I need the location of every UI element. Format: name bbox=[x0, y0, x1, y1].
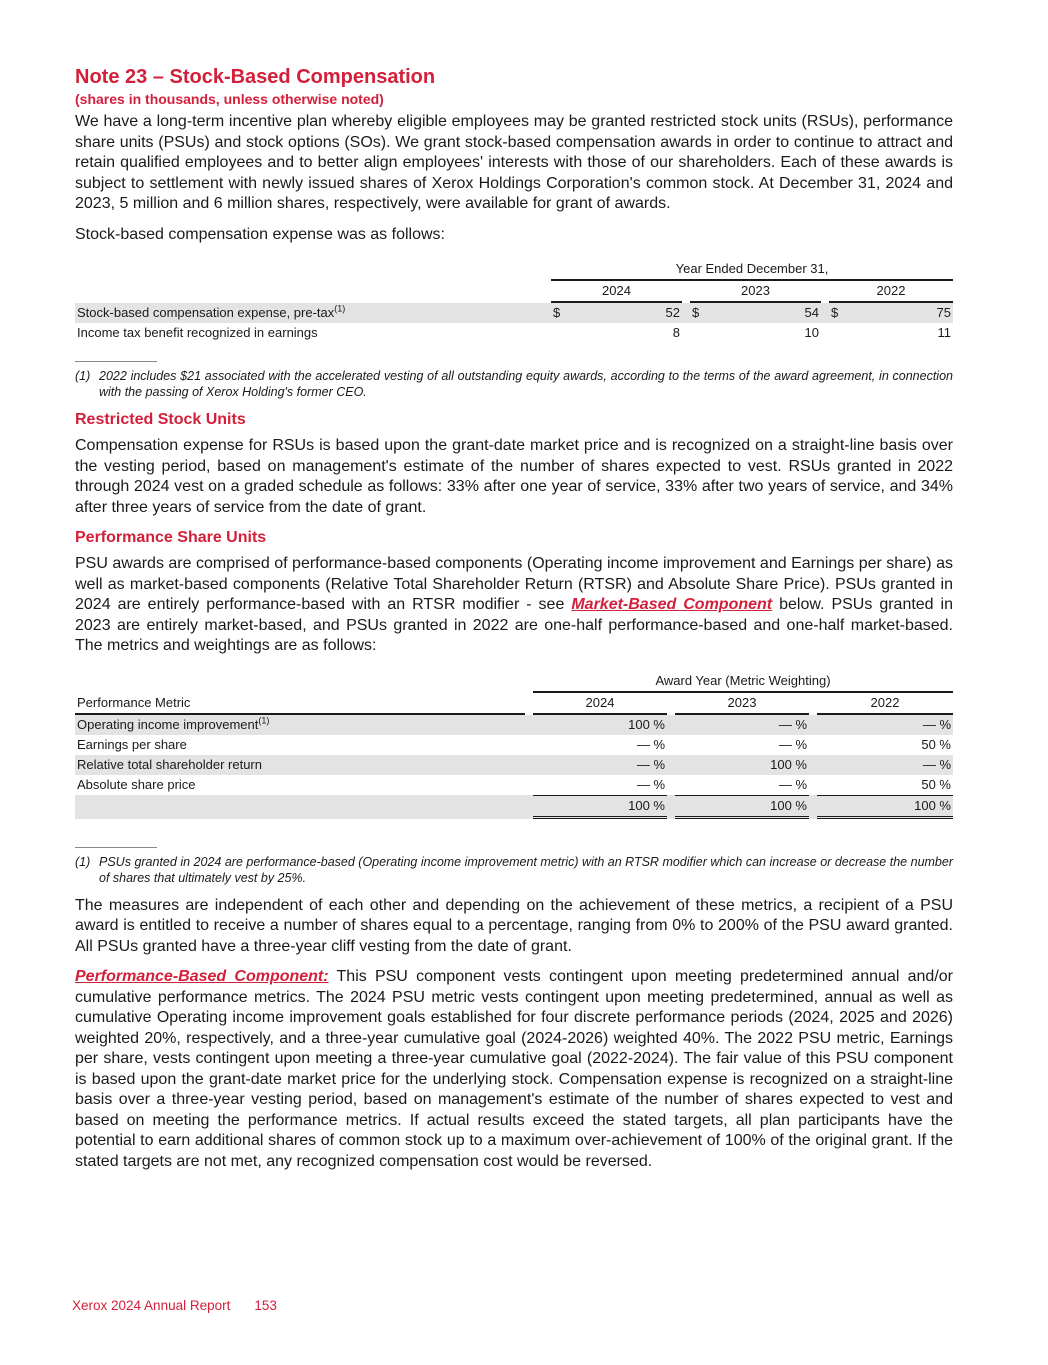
table-row: Earnings per share — % — % 50 % bbox=[77, 736, 951, 752]
measures-paragraph: The measures are independent of each other and depending on the achievement of these metrics, a recipient of a PSU award is entitled to receive a number of shares equal to a percentage, ranging from 0% to 200% of the PSU award granted. All PSUs granted have a three-year cliff vesting from the date of grant. bbox=[75, 896, 953, 955]
total-2022: 100 % bbox=[817, 795, 953, 819]
value-2024: 8 bbox=[672, 325, 680, 340]
report-name: Xerox 2024 Annual Report bbox=[72, 1298, 231, 1313]
expense-table bbox=[75, 259, 953, 343]
rsu-heading: Restricted Stock Units bbox=[75, 411, 246, 428]
performance-based-paragraph: Performance-Based Component: This PSU component vests contingent upon meeting predetermined annual and/or cumulative performance metrics. The 2024 PSU metric vests contingent upon meeting predetermined, annual as well as cumulative Operating income improvement goals established for four discrete performance periods (2024, 2025 and 2026) weighted 20%, respectively, and a three-year cumulative goal (2024-2026) weighted 40%. The 2022 PSU metric, Earnings per share, vests contingent upon meeting a three-year cumulative goal (2022-2024). The fair value of this PSU component is based upon the grant-date market price for the underlying stock. Compensation expense is recognized on a straight-line basis over a three-year vesting period, based on management's estimate of the number of shares expected to vest and based on meeting the performance metrics. If actual results exceed the stated targets, all plan participants have the potential to earn additional shares of common stock up to a maximum over-achievement of 100% of the original grant. If the stated targets are not met, any recognized compensation cost would be reversed. bbox=[75, 968, 953, 1170]
currency-symbol: $ bbox=[551, 303, 563, 323]
market-based-component-link[interactable]: Market-Based Component bbox=[571, 596, 773, 613]
value-2022: 75 bbox=[841, 303, 953, 323]
rsu-paragraph: Compensation expense for RSUs is based upon the grant-date market price and is recognized on a straight-line basis over the vesting period, based on management's estimate of the number of shares expected to vest. RSUs granted in 2022 through 2024 vest on a graded schedule as follows: 33% after one year of service, 33% after two years of service, and 34% after three years of service from the date of grant. bbox=[75, 437, 953, 516]
table-row: Relative total shareholder return — % 100 % — % bbox=[75, 755, 953, 775]
currency-symbol: $ bbox=[829, 303, 841, 323]
metric-footnote: (1) PSUs granted in 2024 are performance-based (Operating income improvement metric) with an RTSR modifier which can increase or decrease the number of shares that ultimately vest by 25%. bbox=[75, 854, 953, 885]
metric-column-header: Performance Metric bbox=[75, 693, 525, 715]
value-2023: 10 bbox=[804, 325, 819, 340]
page-footer bbox=[72, 1298, 277, 1313]
psu-paragraph: PSU awards are comprised of performance-based components (Operating income improvement and Earnings per share) as well as market-based components (Relative Total Shareholder Return (RTSR) and Absolute Share Price). PSUs granted in 2024 are entirely performance-based with an RTSR modifier - see Market-Based Component below. PSUs granted in 2023 are entirely market-based, and PSUs granted in 2022 are one-half performance-based and one-half market-based. The metrics and weightings are as follows: bbox=[75, 555, 954, 654]
page-title: Note 23 – Stock-Based Compensation bbox=[75, 66, 436, 88]
col-header-2023: 2023 bbox=[675, 693, 809, 715]
page-subtitle: (shares in thousands, unless otherwise noted) bbox=[75, 91, 384, 107]
col-header-2024: 2024 bbox=[551, 281, 682, 303]
psu-heading: Performance Share Units bbox=[75, 529, 267, 546]
table-row bbox=[75, 323, 953, 343]
table-row: Operating income improvement$^{(1)}$ 100 % — % — % bbox=[75, 715, 953, 735]
expense-group-header: Year Ended December 31, bbox=[551, 259, 953, 281]
metric-group-header: Award Year (Metric Weighting) bbox=[533, 671, 953, 693]
table-row bbox=[75, 303, 953, 323]
row-label: Income tax benefit recognized in earnings bbox=[77, 325, 318, 340]
intro-paragraph: We have a long-term incentive plan whereby eligible employees may be granted restricted stock units (RSUs), performance share units (PSUs) and stock options (SOs). We grant stock-based compensation awards in order to continue to attract and retain qualified employees and to better align employees' interests with those of our shareholders. Each of these awards is subject to settlement with newly issued shares of Xerox Holdings Corporation's common stock. At December 31, 2024 and 2023, 5 million and 6 million shares, respectively, were available for grant of awards. bbox=[75, 113, 953, 212]
total-row bbox=[75, 795, 953, 819]
col-header-2022: 2022 bbox=[817, 693, 953, 715]
footnote-divider bbox=[75, 847, 157, 848]
expense-footnote: (1) 2022 includes $21 associated with the accelerated vesting of all outstanding equity awards, according to the terms of the award agreement, in connection with the passing of Xerox Holding's former CEO. bbox=[75, 369, 953, 399]
page-number: 153 bbox=[254, 1298, 277, 1313]
col-header-2022: 2022 bbox=[829, 281, 953, 303]
value-2023: 54 bbox=[702, 303, 821, 323]
document-page bbox=[75, 64, 953, 1182]
total-2023: 100 % bbox=[675, 795, 809, 819]
expense-lead-in: Stock-based compensation expense was as follows: bbox=[75, 225, 445, 243]
row-label: Stock-based compensation expense, pre-tax bbox=[77, 305, 335, 320]
value-2024: 52 bbox=[563, 303, 682, 323]
performance-based-component-link[interactable]: Performance-Based Component: bbox=[75, 968, 329, 985]
table-row: Absolute share price — % — % 50 % bbox=[77, 776, 951, 792]
total-2024: 100 % bbox=[533, 795, 667, 819]
col-header-2023: 2023 bbox=[690, 281, 821, 303]
currency-symbol: $ bbox=[690, 303, 702, 323]
footnote-ref: (1) bbox=[334, 303, 346, 314]
value-2022: 11 bbox=[937, 325, 951, 340]
metric-weighting-table bbox=[75, 671, 953, 819]
footnote-divider bbox=[75, 361, 157, 362]
col-header-2024: 2024 bbox=[533, 693, 667, 715]
